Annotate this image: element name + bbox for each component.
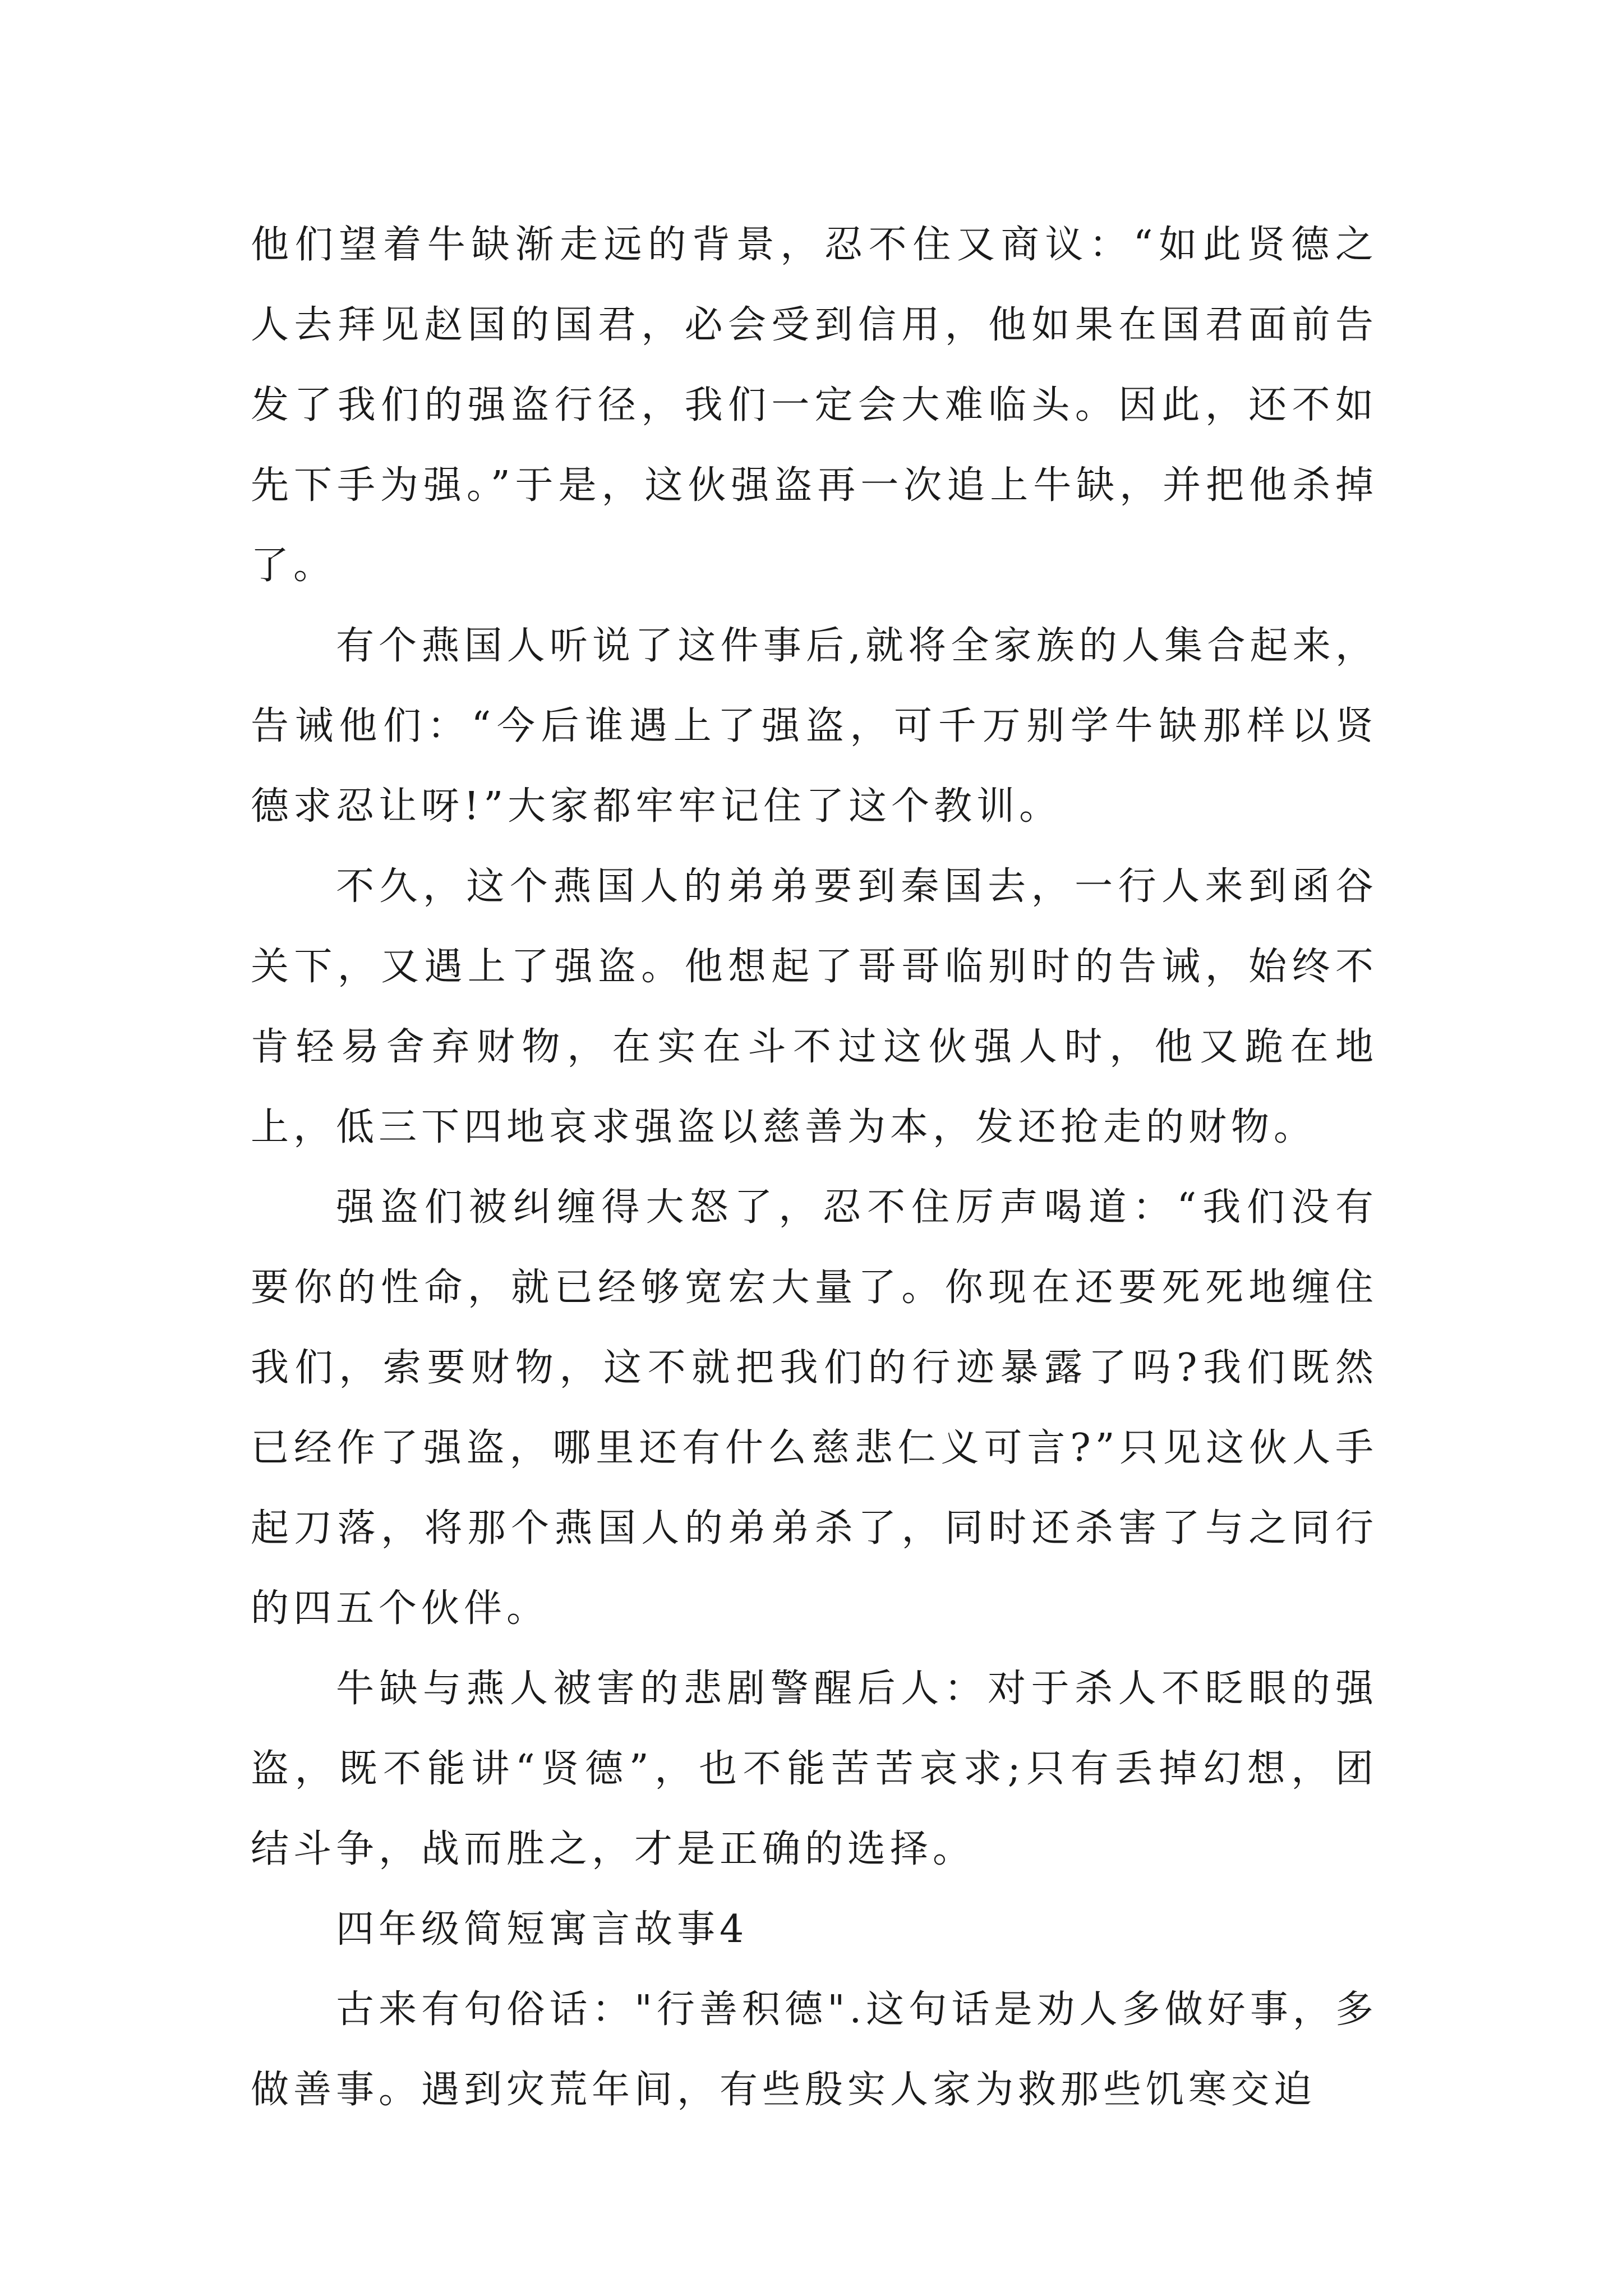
paragraph-5: 牛缺与燕人被害的悲剧警醒后人：对于杀人不眨眼的强盗，既不能讲“贤德”，也不能苦苦哀求;只有丢掉幻想，团结斗争，战而胜之，才是正确的选择。 (251, 1667, 1378, 1871)
section-heading: 四年级简短寓言故事4 (336, 1907, 749, 1952)
paragraph-1: 他们望着牛缺渐走远的背景，忍不住又商议：“如此贤德之人去拜见赵国的国君，必会受到信用，他如果在国君面前告发了我们的强盗行径，我们一定会大难临头。因此，还不如先下手为强。”于是，这伙强盗再一次追上牛缺，并把他杀掉了。 (251, 223, 1378, 588)
document-body (251, 205, 1378, 2130)
paragraph-3: 不久，这个燕国人的弟弟要到秦国去，一行人来到函谷关下，又遇上了强盗。他想起了哥哥临别时的告诫，始终不肯轻易舍弃财物，在实在斗不过这伙强人时，他又跪在地上，低三下四地哀求强盗以慈善为本，发还抢走的财物。 (251, 864, 1378, 1149)
paragraph-6: 古来有句俗话："行善积德".这句话是劝人多做好事，多做善事。遇到灾荒年间，有些殷实人家为救那些饥寒交迫 (251, 1987, 1378, 2112)
paragraph-4: 强盗们被纠缠得大怒了，忍不住厉声喝道：“我们没有要你的性命，就已经够宽宏大量了。你现在还要死死地缠住我们，索要财物，这不就把我们的行迹暴露了吗?我们既然已经作了强盗，哪里还有什么慈悲仁义可言?”只见这伙人手起刀落，将那个燕国人的弟弟杀了，同时还杀害了与之同行的四五个伙伴。 (251, 1185, 1378, 1631)
paragraph-2: 有个燕国人听说了这件事后,就将全家族的人集合起来，告诫他们：“今后谁遇上了强盗，可千万别学牛缺那样以贤德求忍让呀!”大家都牢牢记住了这个教训。 (251, 624, 1378, 829)
